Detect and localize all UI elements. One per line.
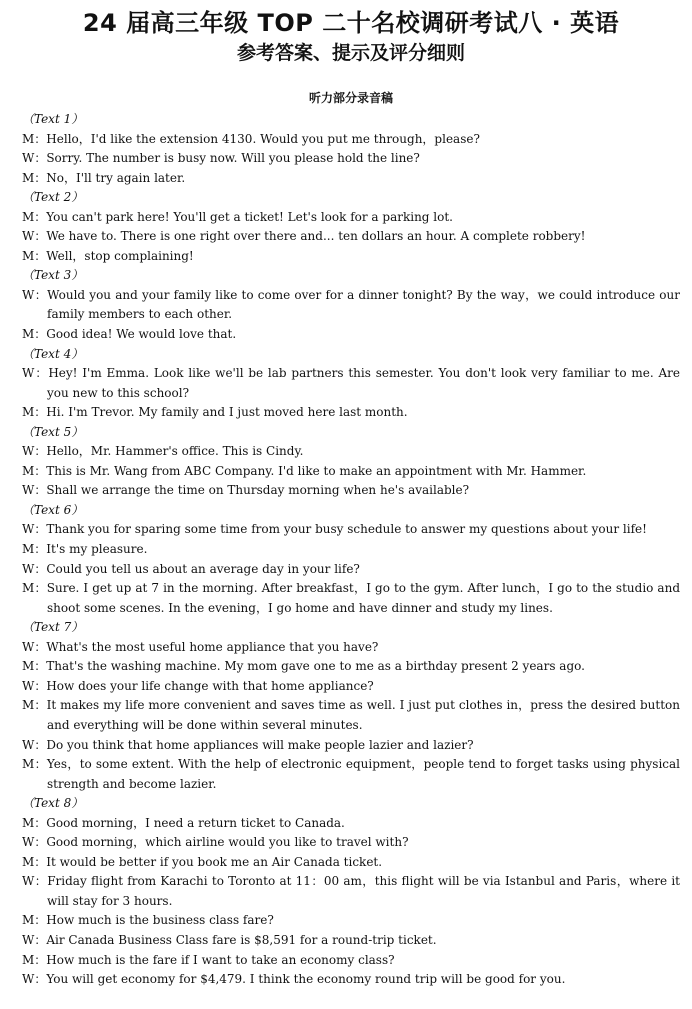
dialogue-line: W：What's the most useful home appliance that you have? — [22, 639, 379, 654]
text-label: （Text 3） — [22, 268, 84, 283]
dialogue-line: W：Thank you for sparing some time from your busy schedule to answer my questions about your life! — [22, 522, 647, 537]
dialogue-line: M：It makes my life more convenient and saves time as well. I just put clothes in，press the desired button and everything will be done within several minutes. — [22, 698, 680, 732]
dialogue-line: W：You will get economy for $4,479. I think the economy round trip will be good for you. — [22, 972, 566, 987]
dialogue-line: W：Do you think that home appliances will make people lazier and lazier? — [22, 737, 474, 752]
dialogue-line: W：How does your life change with that home appliance? — [22, 678, 374, 693]
dialogue-line: W：Hey! I'm Emma. Look like we'll be lab partners this semester. You don't look very familiar to me. Are you new to this school? — [22, 366, 680, 400]
dialogue-line: M：Yes，to some extent. With the help of electronic equipment，people tend to forget tasks using physical strength and become lazier. — [22, 757, 680, 791]
dialogue-line: M：No，I'll try again later. — [22, 170, 186, 185]
page-subtitle: 参考答案、提示及评分细则 — [236, 42, 465, 64]
dialogue-line: M：How much is the business class fare? — [22, 913, 274, 928]
text-label: （Text 4） — [22, 346, 84, 361]
dialogue-line: M：Good morning，I need a return ticket to Canada. — [22, 815, 345, 830]
dialogue-line: M：Sure. I get up at 7 in the morning. After breakfast，I go to the gym. After lunch，I go to the studio and shoot some scenes. In the evening，I go home and have dinner and study my lines. — [22, 581, 680, 615]
dialogue-line: M：Good idea! We would love that. — [22, 327, 237, 342]
dialogue-line: W：Air Canada Business Class fare is $8,591 for a round-trip ticket. — [22, 932, 437, 947]
dialogue-line: M：This is Mr. Wang from ABC Company. I'd like to make an appointment with Mr. Hammer. — [22, 463, 587, 478]
page-title: 24 届高三年级 TOP 二十名校调研考试八 · 英语 — [82, 9, 620, 37]
dialogue-line: W：Could you tell us about an average day in your life? — [22, 561, 360, 576]
dialogue-line: W：Shall we arrange the time on Thursday morning when he's available? — [22, 483, 470, 498]
text-label: （Text 1） — [22, 112, 84, 126]
section-heading: 听力部分录音稿 — [308, 91, 393, 105]
dialogue-line: M：Hi. I'm Trevor. My family and I just moved here last month. — [22, 405, 408, 420]
text-label: （Text 7） — [22, 620, 84, 635]
dialogue-line: W：We have to. There is one right over there and... ten dollars an hour. A complete robbery! — [22, 229, 586, 244]
text-label: （Text 2） — [22, 190, 84, 205]
dialogue-line: W：Good morning，which airline would you like to travel with? — [22, 835, 409, 850]
dialogue-line: M：How much is the fare if I want to take an economy class? — [22, 952, 395, 967]
dialogue-line: W：Hello，Mr. Hammer's office. This is Cindy. — [22, 444, 304, 459]
dialogue-line: M：It would be better if you book me an Air Canada ticket. — [22, 854, 383, 869]
dialogue-line: M：Hello，I'd like the extension 4130. Would you put me through，please? — [22, 131, 480, 146]
dialogue-line: M：That's the washing machine. My mom gave one to me as a birthday present 2 years ago. — [22, 659, 585, 674]
dialogue-line: W：Friday flight from Karachi to Toronto at 11：00 am，this flight will be via Istanbul and Paris，where it will stay for 3 hours. — [22, 874, 680, 908]
text-label: （Text 6） — [22, 502, 84, 517]
transcript — [22, 110, 680, 990]
dialogue-line: W：Would you and your family like to come over for a dinner tonight? By the way，we could introduce our family members to each other. — [22, 287, 680, 322]
dialogue-line: M：It's my pleasure. — [22, 542, 148, 557]
text-label: （Text 5） — [22, 424, 84, 439]
text-label: （Text 8） — [22, 796, 84, 811]
dialogue-line: M：You can't park here! You'll get a ticket! Let's look for a parking lot. — [22, 209, 453, 224]
dialogue-line: M：Well，stop complaining! — [22, 248, 194, 263]
dialogue-line: W：Sorry. The number is busy now. Will you please hold the line? — [22, 151, 420, 166]
